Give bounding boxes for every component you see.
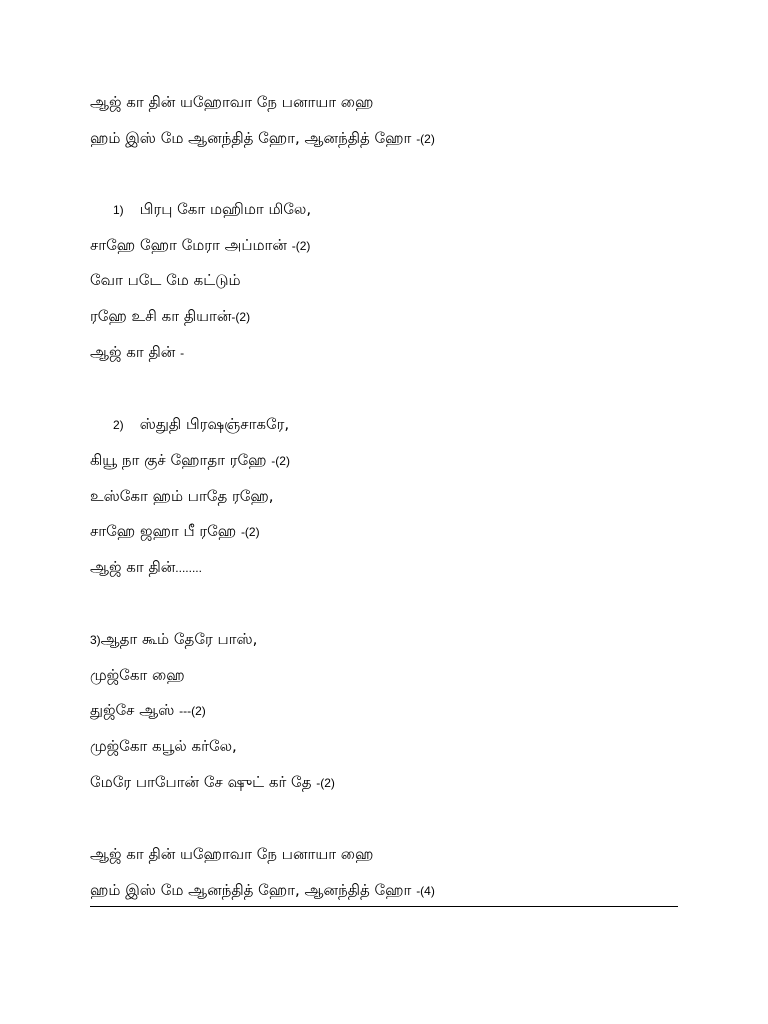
verse-2-line-2-text: கியூ நா குச் ஹோதா ரஹே: [90, 451, 267, 469]
verse-3-line-2-text: முஜ்கோ ஹை: [90, 666, 185, 684]
final-chorus-line-1: [90, 844, 373, 864]
verse-1-line-5-suffix: -: [180, 346, 185, 360]
verse-1-line-2-repeat: -(2): [291, 239, 311, 253]
verse-2-line-2: [90, 450, 290, 471]
verse-2-line-5-suffix: ........: [175, 561, 202, 575]
verse-1-line-2-text: சாஹே ஹோ மேரா அப்மான்: [90, 236, 287, 254]
verse-2-line-1: [113, 414, 289, 435]
verse-1-number: 1): [113, 203, 124, 217]
verse-2-line-4: [90, 521, 260, 542]
verse-2-line-4-text: சாஹே ஜஹா பீ ரஹே: [90, 522, 237, 540]
chorus-line-2: [90, 128, 435, 149]
verse-1-line-1-text: பிரபு கோ மஹிமா மிலே,: [139, 200, 312, 218]
chorus-line-2-repeat: -(2): [416, 132, 435, 146]
verse-3-line-3-repeat: ---(2): [179, 704, 206, 718]
verse-2-line-5: [90, 557, 202, 578]
verse-2-line-3: [90, 486, 274, 506]
verse-3-line-4: [90, 736, 237, 756]
verse-1-line-4: [90, 306, 250, 327]
verse-2-number: 2): [113, 418, 124, 432]
chorus-line-1: [90, 92, 373, 112]
chorus-line-2-text: ஹம் இஸ் மே ஆனந்தித் ஹோ, ஆனந்தித் ஹோ: [90, 129, 412, 147]
verse-3-line-2: [90, 665, 185, 685]
verse-3-line-1: [90, 629, 257, 650]
final-chorus-line-2-text: ஹம் இஸ் மே ஆனந்தித் ஹோ, ஆனந்தித் ஹோ: [90, 881, 412, 899]
verse-1-line-1: [113, 199, 311, 220]
verse-3-line-4-text: முஜ்கோ கபூல் கர்லே,: [90, 737, 237, 755]
footer-rule: [90, 906, 678, 907]
verse-1-line-5: [90, 342, 184, 363]
verse-3-line-3: [90, 700, 206, 721]
verse-3-number: 3): [90, 633, 101, 647]
verse-3-line-5-repeat: -(2): [316, 776, 335, 790]
verse-2-line-5-text: ஆஜ் கா தின்: [90, 558, 176, 576]
verse-3-line-1-text: ஆதா கூம் தேரே பாஸ்,: [100, 630, 258, 648]
verse-2-line-4-repeat: -(2): [240, 525, 260, 539]
final-chorus-line-1-text: ஆஜ் கா தின் யஹோவா நே பனாயா ஹை: [90, 845, 374, 863]
verse-1-line-2: [90, 235, 310, 256]
verse-2-line-1-text: ஸ்துதி பிரஷஞ்சாகரே,: [139, 415, 290, 433]
verse-2-line-3-text: உஸ்கோ ஹம் பாதே ரஹே,: [90, 487, 274, 505]
final-chorus-line-2: [90, 880, 435, 901]
verse-1-line-4-repeat: -(2): [231, 310, 251, 324]
final-chorus-line-2-repeat: -(4): [416, 884, 435, 898]
verse-3-line-5-text: மேரே பாபோன் சே ஷுட் கர் தே: [90, 773, 312, 791]
verse-2-line-2-repeat: -(2): [271, 454, 290, 468]
verse-1-line-5-text: ஆஜ் கா தின்: [90, 343, 176, 361]
chorus-line-1-text: ஆஜ் கா தின் யஹோவா நே பனாயா ஹை: [90, 93, 374, 111]
verse-1-line-3-text: வோ படே மே கட்டும்: [90, 271, 241, 289]
verse-1-line-3: [90, 270, 241, 290]
verse-3-line-3-text: துஜ்சே ஆஸ்: [90, 701, 175, 719]
verse-3-line-5: [90, 772, 335, 793]
verse-1-line-4-text: ரஹே உசி கா தியான்: [90, 307, 232, 325]
